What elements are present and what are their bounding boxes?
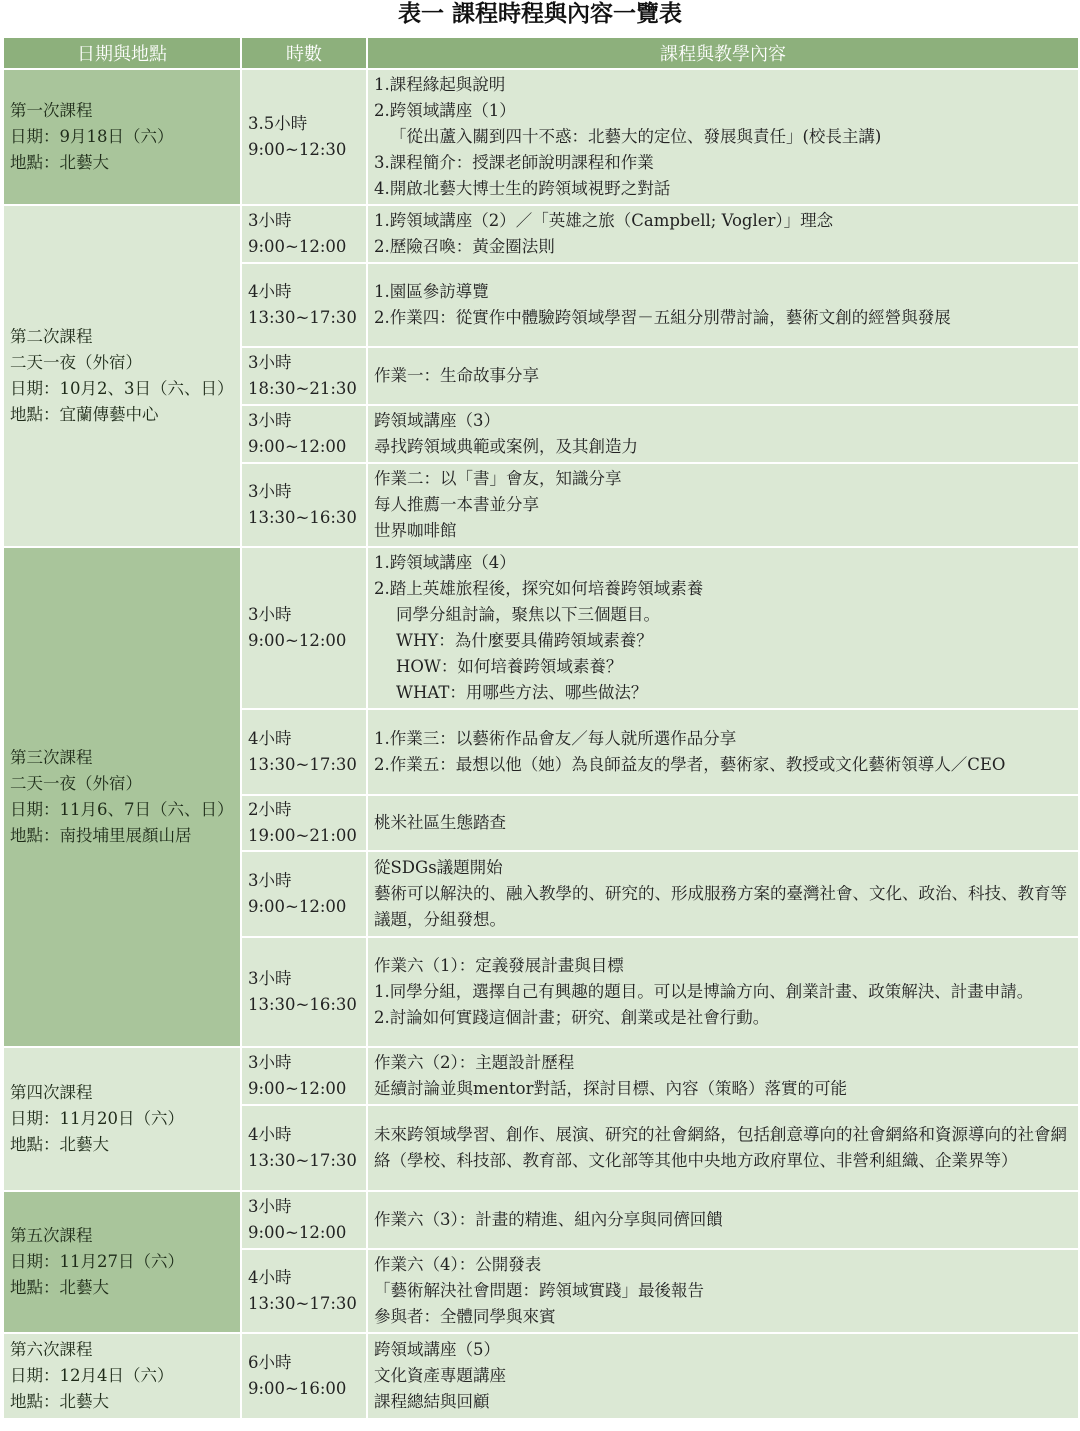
content-line: 作業一：生命故事分享 — [374, 366, 539, 385]
time-range: 9:00~12:00 — [248, 237, 347, 256]
time-range: 9:00~12:30 — [248, 140, 347, 159]
header-row — [3, 37, 1079, 69]
content-cell — [367, 405, 1079, 463]
content-line: 2.跨領域講座（1） — [374, 101, 516, 120]
time-range: 9:00~12:00 — [248, 437, 347, 456]
header-date-location: 日期與地點 — [3, 37, 241, 69]
hours-cell — [241, 851, 367, 937]
hours-value: 3小時 — [248, 1197, 292, 1216]
content-cell — [367, 709, 1079, 795]
hours-value: 4小時 — [248, 729, 292, 748]
session-location: 地點：北藝大 — [10, 1278, 109, 1297]
content-line: 2.作業五：最想以他（她）為良師益友的學者，藝術家、教授或文化藝術領導人／CEO — [374, 755, 1006, 774]
content-line: 3.課程簡介：授課老師說明課程和作業 — [374, 153, 654, 172]
hours-cell — [241, 547, 367, 709]
hours-cell — [241, 205, 367, 263]
hours-cell — [241, 405, 367, 463]
hours-cell — [241, 795, 367, 851]
session-3-info — [3, 547, 241, 1047]
time-range: 13:30~17:30 — [248, 308, 357, 327]
time-range: 13:30~17:30 — [248, 1151, 357, 1170]
hours-value: 3小時 — [248, 411, 292, 430]
session-name: 第二次課程 — [10, 327, 93, 346]
time-range: 13:30~17:30 — [248, 1294, 357, 1313]
session-name: 第五次課程 — [10, 1226, 93, 1245]
session-name: 第一次課程 — [10, 101, 93, 120]
hours-cell — [241, 69, 367, 205]
content-line: 1.課程緣起與說明 — [374, 75, 506, 94]
table-row — [3, 1333, 1079, 1419]
content-cell — [367, 547, 1079, 709]
content-line: 尋找跨領域典範或案例，及其創造力 — [374, 437, 638, 456]
session-location: 地點：北藝大 — [10, 153, 109, 172]
session-2-info — [3, 205, 241, 547]
session-5-info — [3, 1191, 241, 1333]
content-line: 跨領域講座（5） — [374, 1340, 500, 1359]
session-date: 日期：10月2、3日（六、日） — [10, 379, 234, 398]
content-line: 作業六（2）：主題設計歷程 — [374, 1053, 575, 1072]
time-range: 13:30~16:30 — [248, 508, 357, 527]
content-cell — [367, 1105, 1079, 1191]
hours-value: 3小時 — [248, 1053, 292, 1072]
content-cell — [367, 463, 1079, 547]
content-line: 2.作業四：從實作中體驗跨領域學習－五組分別帶討論，藝術文創的經營與發展 — [374, 308, 951, 327]
hours-value: 2小時 — [248, 800, 292, 819]
hours-value: 3小時 — [248, 605, 292, 624]
content-line: 2.歷險召喚：黃金圈法則 — [374, 237, 555, 256]
content-line: HOW：如何培養跨領域素養？ — [396, 657, 623, 676]
content-line: 藝術可以解決的、融入教學的、研究的、形成服務方案的臺灣社會、文化、政治、科技、教育等議題，分組發想。 — [374, 884, 1067, 929]
table-row — [3, 1191, 1079, 1249]
content-line: WHAT：用哪些方法、哪些做法？ — [396, 683, 648, 702]
header-content: 課程與教學內容 — [367, 37, 1079, 69]
content-line: 同學分組討論，聚焦以下三個題目。 — [396, 605, 660, 624]
hours-value: 3小時 — [248, 969, 292, 988]
content-cell — [367, 69, 1079, 205]
session-type: 二天一夜（外宿） — [10, 774, 142, 793]
hours-value: 3.5小時 — [248, 114, 308, 133]
session-location: 地點：北藝大 — [10, 1135, 109, 1154]
hours-value: 3小時 — [248, 482, 292, 501]
content-line: 文化資產專題講座 — [374, 1366, 506, 1385]
page-title: 表一 課程時程與內容一覽表 — [397, 1, 682, 27]
session-4-info — [3, 1047, 241, 1191]
content-line: 每人推薦一本書並分享 — [374, 495, 539, 514]
session-date: 日期：9月18日（六） — [10, 127, 174, 146]
hours-value: 6小時 — [248, 1353, 292, 1372]
content-line: 2.踏上英雄旅程後，探究如何培養跨領域素養 — [374, 579, 704, 598]
hours-cell — [241, 1333, 367, 1419]
time-range: 19:00~21:00 — [248, 826, 357, 845]
time-range: 9:00~12:00 — [248, 631, 347, 650]
content-line: 延續討論並與mentor對話，探討目標、內容（策略）落實的可能 — [374, 1079, 847, 1098]
hours-value: 3小時 — [248, 353, 292, 372]
content-cell — [367, 347, 1079, 405]
session-location: 地點：宜蘭傳藝中心 — [10, 405, 159, 424]
content-line: 1.跨領域講座（4） — [374, 553, 516, 572]
session-location: 地點：北藝大 — [10, 1392, 109, 1411]
content-line: 未來跨領域學習、創作、展演、研究的社會網絡，包括創意導向的社會網絡和資源導向的社會網絡（學校、科技部、教育部、文化部等其他中央地方政府單位、非營利組織、企業界等） — [374, 1125, 1067, 1170]
hours-cell — [241, 709, 367, 795]
schedule-table — [2, 36, 1080, 1420]
hours-cell — [241, 263, 367, 347]
header-hours: 時數 — [241, 37, 367, 69]
time-range: 9:00~16:00 — [248, 1379, 347, 1398]
content-cell — [367, 1249, 1079, 1333]
hours-value: 3小時 — [248, 211, 292, 230]
hours-value: 4小時 — [248, 1125, 292, 1144]
hours-cell — [241, 463, 367, 547]
table-row — [3, 205, 1079, 263]
time-range: 18:30~21:30 — [248, 379, 357, 398]
hours-cell — [241, 1191, 367, 1249]
content-line: 「從出蘆入關到四十不惑：北藝大的定位、發展與責任」(校長主講) — [390, 127, 882, 146]
content-line: 1.作業三：以藝術作品會友／每人就所選作品分享 — [374, 729, 737, 748]
hours-value: 4小時 — [248, 1268, 292, 1287]
content-line: 參與者：全體同學與來賓 — [374, 1307, 556, 1326]
table-row — [3, 1047, 1079, 1105]
session-name: 第四次課程 — [10, 1083, 93, 1102]
session-date: 日期：11月6、7日（六、日） — [10, 800, 234, 819]
time-range: 9:00~12:00 — [248, 1223, 347, 1242]
session-date: 日期：12月4日（六） — [10, 1366, 174, 1385]
content-cell — [367, 263, 1079, 347]
session-date: 日期：11月20日（六） — [10, 1109, 184, 1128]
time-range: 13:30~16:30 — [248, 995, 357, 1014]
content-cell — [367, 1047, 1079, 1105]
content-line: 4.開啟北藝大博士生的跨領域視野之對話 — [374, 179, 671, 198]
session-location: 地點：南投埔里展顏山居 — [10, 826, 192, 845]
content-cell — [367, 851, 1079, 937]
hours-cell — [241, 1105, 367, 1191]
content-line: 1.園區參訪導覽 — [374, 282, 489, 301]
content-line: 1.跨領域講座（2）／「英雄之旅（Campbell; Vogler）」理念 — [374, 211, 834, 230]
time-range: 9:00~12:00 — [248, 1079, 347, 1098]
hours-cell — [241, 1249, 367, 1333]
content-line: 作業二：以「書」會友，知識分享 — [374, 469, 622, 488]
session-1-info — [3, 69, 241, 205]
content-line: 從SDGs議題開始 — [374, 858, 503, 877]
table-row — [3, 69, 1079, 205]
time-range: 9:00~12:00 — [248, 897, 347, 916]
content-line: 世界咖啡館 — [374, 521, 457, 540]
hours-cell — [241, 347, 367, 405]
content-cell — [367, 937, 1079, 1047]
content-line: 作業六（3）：計畫的精進、組內分享與同儕回饋 — [374, 1210, 723, 1229]
content-line: 作業六（1）：定義發展計畫與目標 — [374, 956, 624, 975]
hours-value: 3小時 — [248, 871, 292, 890]
session-name: 第六次課程 — [10, 1340, 93, 1359]
content-line: 桃米社區生態踏查 — [374, 813, 506, 832]
content-line: WHY：為什麼要具備跨領域素養？ — [396, 631, 653, 650]
session-name: 第三次課程 — [10, 748, 93, 767]
content-line: 課程總結與回顧 — [374, 1392, 490, 1411]
session-type: 二天一夜（外宿） — [10, 353, 142, 372]
session-date: 日期：11月27日（六） — [10, 1252, 184, 1271]
hours-value: 4小時 — [248, 282, 292, 301]
content-line: 「藝術解決社會問題：跨領域實踐」最後報告 — [374, 1281, 704, 1300]
session-6-info — [3, 1333, 241, 1419]
content-line: 跨領域講座（3） — [374, 411, 500, 430]
content-line: 1.同學分組，選擇自己有興趣的題目。可以是博論方向、創業計畫、政策解決、計畫申請。 — [374, 982, 1034, 1001]
content-cell — [367, 1191, 1079, 1249]
content-cell — [367, 795, 1079, 851]
hours-cell — [241, 937, 367, 1047]
content-cell — [367, 205, 1079, 263]
table-row — [3, 547, 1079, 709]
content-line: 2.討論如何實踐這個計畫；研究、創業或是社會行動。 — [374, 1008, 770, 1027]
content-cell — [367, 1333, 1079, 1419]
time-range: 13:30~17:30 — [248, 755, 357, 774]
hours-cell — [241, 1047, 367, 1105]
content-line: 作業六（4）：公開發表 — [374, 1255, 542, 1274]
